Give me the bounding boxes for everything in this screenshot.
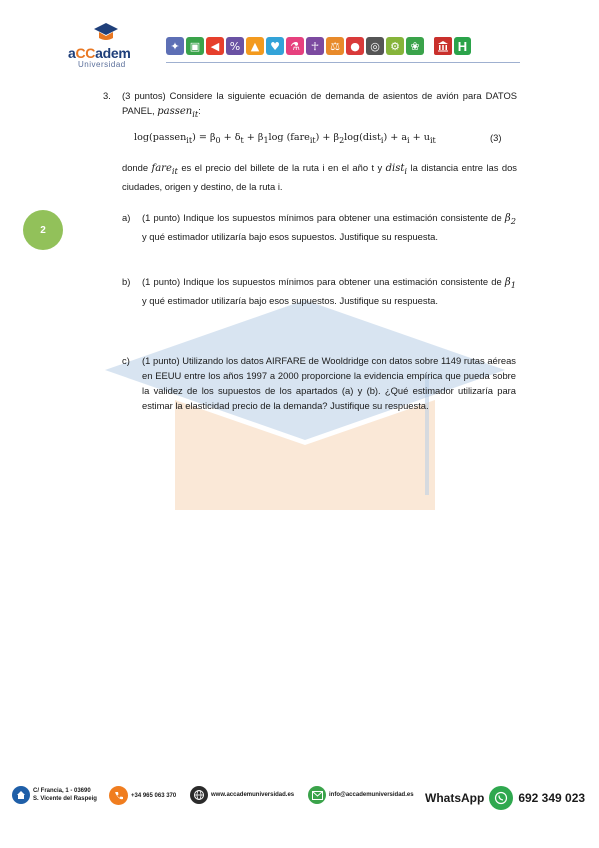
flask-icon[interactable]: ⚗ bbox=[286, 37, 304, 55]
dna-icon[interactable]: ☥ bbox=[306, 37, 324, 55]
header-divider bbox=[166, 62, 520, 63]
bank-icon[interactable] bbox=[434, 37, 452, 55]
part-c-label: c) bbox=[122, 355, 130, 366]
website-link[interactable]: www.accademuniversidad.es bbox=[211, 792, 295, 798]
search-people-icon[interactable]: ✦ bbox=[166, 37, 184, 55]
gear-icon[interactable]: ⚙ bbox=[386, 37, 404, 55]
whatsapp-number: 692 349 023 bbox=[518, 791, 586, 805]
heart-icon[interactable]: ♥ bbox=[266, 37, 284, 55]
part-b-text: (1 punto) Indique los supuestos mínimos para obtener una estimación consistente de $\beta_1$ y qué estimador utilizaría bajo esos supuestos. Justifique su respuesta. bbox=[142, 276, 516, 306]
megaphone-icon[interactable]: ◀ bbox=[206, 37, 224, 55]
footer-phone[interactable] bbox=[109, 786, 176, 805]
part-a-label: a) bbox=[122, 212, 131, 223]
email-link[interactable]: info@accademuniversidad.es bbox=[329, 792, 414, 798]
fire-icon[interactable]: ▲ bbox=[246, 37, 264, 55]
part-a-text: (1 punto) Indique los supuestos mínimos para obtener una estimación consistente de $\beta_2$ y qué estimador utilizaría bajo esos supuestos. Justifique su respuesta. bbox=[142, 212, 516, 242]
percent-icon[interactable]: % bbox=[226, 37, 244, 55]
footer-whatsapp[interactable] bbox=[425, 786, 585, 810]
demand-equation: log(passen$_{it}$) = $\beta_0 + \delta_t + \beta_1\log$ (fare$_{it}$) + $\beta_2\log(dist_i) + a_i + u_{it}$ bbox=[134, 132, 436, 145]
home-icon bbox=[12, 786, 30, 804]
globe-icon bbox=[190, 786, 208, 804]
screen-icon[interactable]: ▣ bbox=[186, 37, 204, 55]
part-c-text: (1 punto) Utilizando los datos AIRFARE de Wooldridge con datos sobre 1149 rutas aéreas en EEUU entre los años 1997 a 2000 proporcione la evidencia empírica que pueda sobre la validez de los supuestos de los apartados (a) y (b). ¿Qué estimador utilizaría para estimar la elasticidad precio de la demanda? Justifique su respuesta. bbox=[142, 355, 516, 411]
leaf-icon[interactable]: ❀ bbox=[406, 37, 424, 55]
scale-icon[interactable]: ⚖ bbox=[326, 37, 344, 55]
category-icon-row bbox=[166, 37, 471, 55]
phone-icon bbox=[109, 786, 128, 805]
pills-icon[interactable]: ● bbox=[346, 37, 364, 55]
question-intro: (3 puntos) Considere la siguiente ecuación de demanda de asientos de avión para DATOS PANEL, passen$_{it}$: bbox=[122, 90, 517, 119]
footer-address bbox=[12, 786, 97, 804]
mail-icon bbox=[308, 786, 326, 804]
footer-email[interactable] bbox=[308, 786, 414, 804]
question-number: 3. bbox=[103, 90, 111, 101]
hospital-icon[interactable]: H bbox=[454, 37, 471, 55]
equation-number: (3) bbox=[490, 132, 502, 143]
variable-description: donde fare$_{it}$ es el precio del billete de la ruta i en el año t y dist$_i$ la distancia entre las dos ciudades, origen y destino, de la ruta i. bbox=[122, 162, 517, 192]
address-line-2: S. Vicente del Raspeig bbox=[33, 796, 97, 802]
logo-brand[interactable]: aCCadem bbox=[68, 45, 131, 61]
phone-number: +34 965 063 370 bbox=[131, 792, 177, 799]
logo-subtitle: Universidad bbox=[78, 60, 126, 69]
part-b-label: b) bbox=[122, 276, 131, 287]
footer-website[interactable] bbox=[190, 786, 294, 804]
page-number-badge: 2 bbox=[23, 210, 63, 250]
footer bbox=[0, 786, 599, 816]
address-line-1: C/ Francia, 1 - 03690 bbox=[33, 788, 91, 794]
magnifier-icon[interactable]: ◎ bbox=[366, 37, 384, 55]
whatsapp-icon bbox=[489, 786, 513, 810]
whatsapp-label: WhatsApp bbox=[425, 791, 485, 805]
logo-cap-icon bbox=[92, 22, 120, 42]
